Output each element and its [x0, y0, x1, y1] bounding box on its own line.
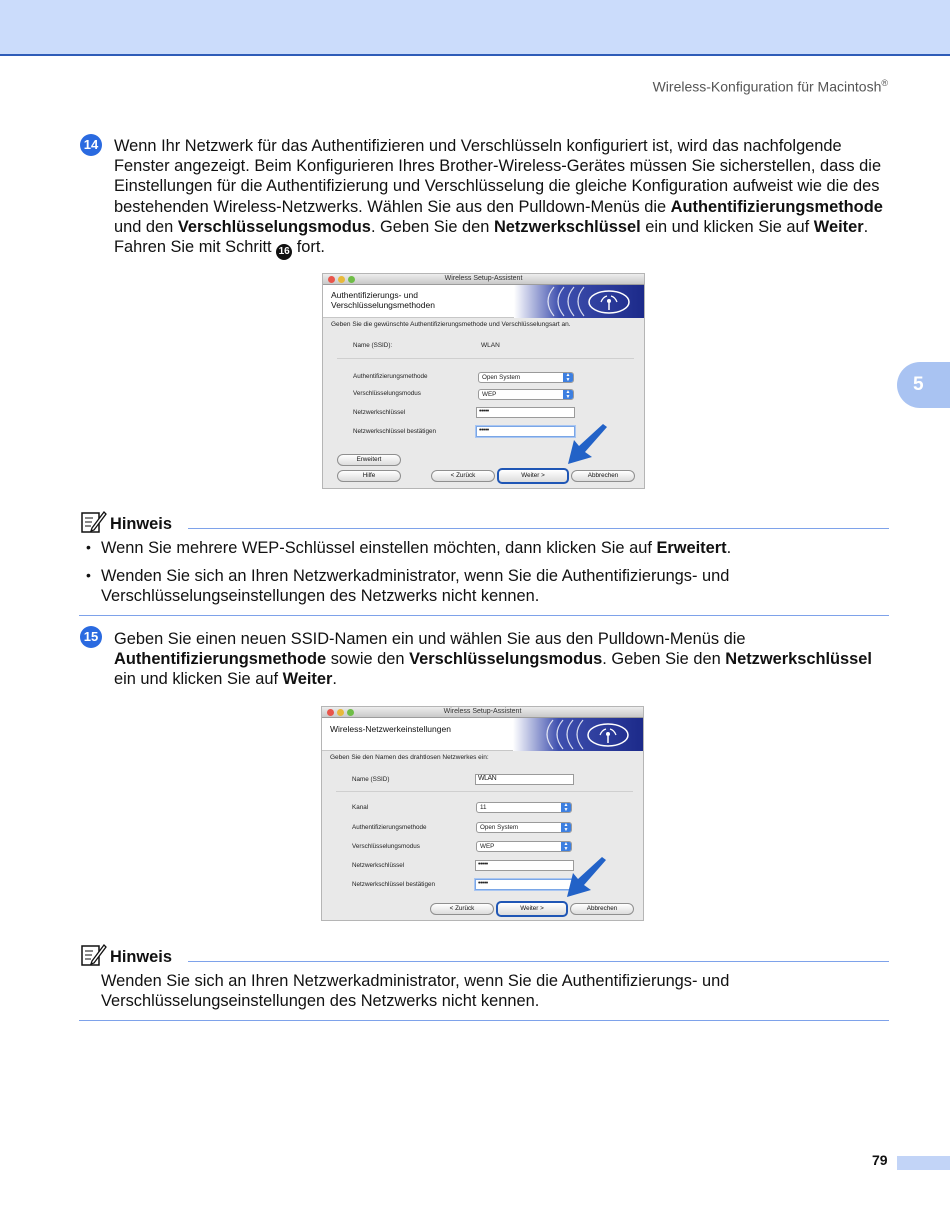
encryption-mode-select[interactable]: WEP ▲ ▼: [478, 389, 574, 400]
dialog-separator: [336, 791, 633, 792]
back-button[interactable]: < Zurück: [430, 903, 494, 915]
cancel-button[interactable]: Abbrechen: [570, 903, 634, 915]
running-header: Wireless-Konfiguration für Macintosh®: [652, 78, 888, 95]
channel-select[interactable]: 11 ▲ ▼: [476, 802, 572, 813]
dialog-heading: Wireless-Netzwerkeinstellungen: [330, 724, 451, 734]
help-button[interactable]: Hilfe: [337, 470, 401, 482]
select-arrows-icon: ▲ ▼: [561, 842, 571, 851]
confirm-key-label: Netzwerkschlüssel bestätigen: [353, 428, 436, 435]
ssid-field[interactable]: WLAN: [475, 774, 574, 785]
note-footer-rule: [79, 615, 889, 616]
note-text: Wenden Sie sich an Ihren Netzwerkadministrator, wenn Sie die Authentifizierungs- und Verschlüsselungseinstellungen des Netzwerks nicht kennen.: [101, 972, 730, 1011]
next-button[interactable]: Weiter >: [496, 901, 568, 917]
wireless-logo-icon: [513, 718, 643, 751]
dialog-separator: [337, 358, 634, 359]
note-title: Hinweis: [110, 515, 172, 533]
dialog-window-title: Wireless Setup-Assistent: [444, 275, 523, 282]
dialog-heading: Authentifizierungs- und Verschlüsselungsmethoden: [331, 290, 435, 310]
dialog-banner: [322, 718, 643, 751]
select-arrows-icon: ▲ ▼: [561, 823, 571, 832]
select-arrows-icon: ▲ ▼: [563, 390, 573, 399]
step-16-reference-badge: 16: [276, 244, 292, 260]
page-number: 79: [872, 1152, 888, 1168]
pointer-arrow-icon: [564, 857, 610, 899]
note-header-rule: [188, 528, 889, 529]
advanced-button[interactable]: Erweitert: [337, 454, 401, 466]
dialog-instruction: Geben Sie den Namen des drahtlosen Netzwerkes ein:: [330, 754, 489, 761]
dialog-titlebar: [322, 707, 643, 718]
note-pencil-icon: [80, 942, 107, 967]
network-key-label: Netzwerkschlüssel: [352, 862, 405, 869]
bullet-marker: •: [86, 567, 91, 583]
pointer-arrow-icon: [565, 424, 611, 466]
dialog-banner: [323, 285, 644, 318]
select-arrows-icon: ▲ ▼: [561, 803, 571, 812]
bullet-marker: •: [86, 539, 91, 555]
channel-label: Kanal: [352, 804, 369, 811]
header-band: [0, 0, 950, 56]
step-15-badge: 15: [80, 626, 102, 648]
select-arrows-icon: ▲ ▼: [563, 373, 573, 382]
ssid-label: Name (SSID): [352, 776, 390, 783]
note-pencil-icon: [80, 509, 107, 534]
step-14-text: Wenn Ihr Netzwerk für das Authentifizieren und Verschlüsseln konfiguriert ist, wird das nachfolgende Fenster angezeigt. Beim Konfigurieren Ihres Brother-Wireless-Gerätes müssen Sie sicherstellen, dass die Einstellungen für die Authentifizierung und Verschlüsselung die gleiche Konfiguration aufweist wie die des bestehenden Wireless-Netzwerks. Wählen Sie aus den Pulldown-Menüs die Authentifizierungsmethode und den Verschlüsselungsmodus. Geben Sie den Netzwerkschlüssel ein und klicken Sie auf Weiter. Fahren Sie mit Schritt 16 fort.: [114, 136, 892, 260]
encryption-mode-label: Verschlüsselungsmodus: [352, 843, 420, 850]
next-button[interactable]: Weiter >: [497, 468, 569, 484]
cancel-button[interactable]: Abbrechen: [571, 470, 635, 482]
encryption-mode-label: Verschlüsselungsmodus: [353, 390, 421, 397]
note-bullet-1: Wenn Sie mehrere WEP-Schlüssel einstellen möchten, dann klicken Sie auf Erweitert.: [101, 539, 732, 557]
network-key-field[interactable]: •••••: [475, 860, 574, 871]
chapter-tab: 5: [897, 362, 950, 408]
dialog-titlebar: [323, 274, 644, 285]
note-bullet-2: Wenden Sie sich an Ihren Netzwerkadministrator, wenn Sie die Authentifizierungs- und Verschlüsselungseinstellungen des Netzwerks nicht kennen.: [101, 567, 730, 606]
step-14-badge: 14: [80, 134, 102, 156]
note-header-rule: [188, 961, 889, 962]
back-button[interactable]: < Zurück: [431, 470, 495, 482]
authentication-dialog-screenshot: [322, 273, 645, 489]
footer-band: [897, 1156, 950, 1170]
wireless-logo-icon: [514, 285, 644, 318]
ssid-value: WLAN: [481, 342, 500, 349]
dialog-instruction: Geben Sie die gewünschte Authentifizierungsmethode und Verschlüsselungsart an.: [331, 321, 571, 328]
network-key-label: Netzwerkschlüssel: [353, 409, 406, 416]
network-settings-dialog-screenshot: [321, 706, 644, 921]
auth-method-label: Authentifizierungsmethode: [352, 824, 427, 831]
step-15-text: Geben Sie einen neuen SSID-Namen ein und wählen Sie aus den Pulldown-Menüs die Authentifizierungsmethode sowie den Verschlüsselungsmodus. Geben Sie den Netzwerkschlüssel ein und klicken Sie auf Weiter.: [114, 630, 872, 689]
ssid-label: Name (SSID):: [353, 342, 393, 349]
confirm-key-label: Netzwerkschlüssel bestätigen: [352, 881, 435, 888]
confirm-key-field[interactable]: •••••: [476, 426, 575, 437]
dialog-window-title: Wireless Setup-Assistent: [443, 708, 522, 715]
network-key-field[interactable]: •••••: [476, 407, 575, 418]
note-footer-rule: [79, 1020, 889, 1021]
encryption-mode-select[interactable]: WEP ▲ ▼: [476, 841, 572, 852]
auth-method-select[interactable]: Open System ▲ ▼: [478, 372, 574, 383]
auth-method-label: Authentifizierungsmethode: [353, 373, 428, 380]
auth-method-select[interactable]: Open System ▲ ▼: [476, 822, 572, 833]
note-title: Hinweis: [110, 948, 172, 966]
confirm-key-field[interactable]: •••••: [475, 879, 574, 890]
